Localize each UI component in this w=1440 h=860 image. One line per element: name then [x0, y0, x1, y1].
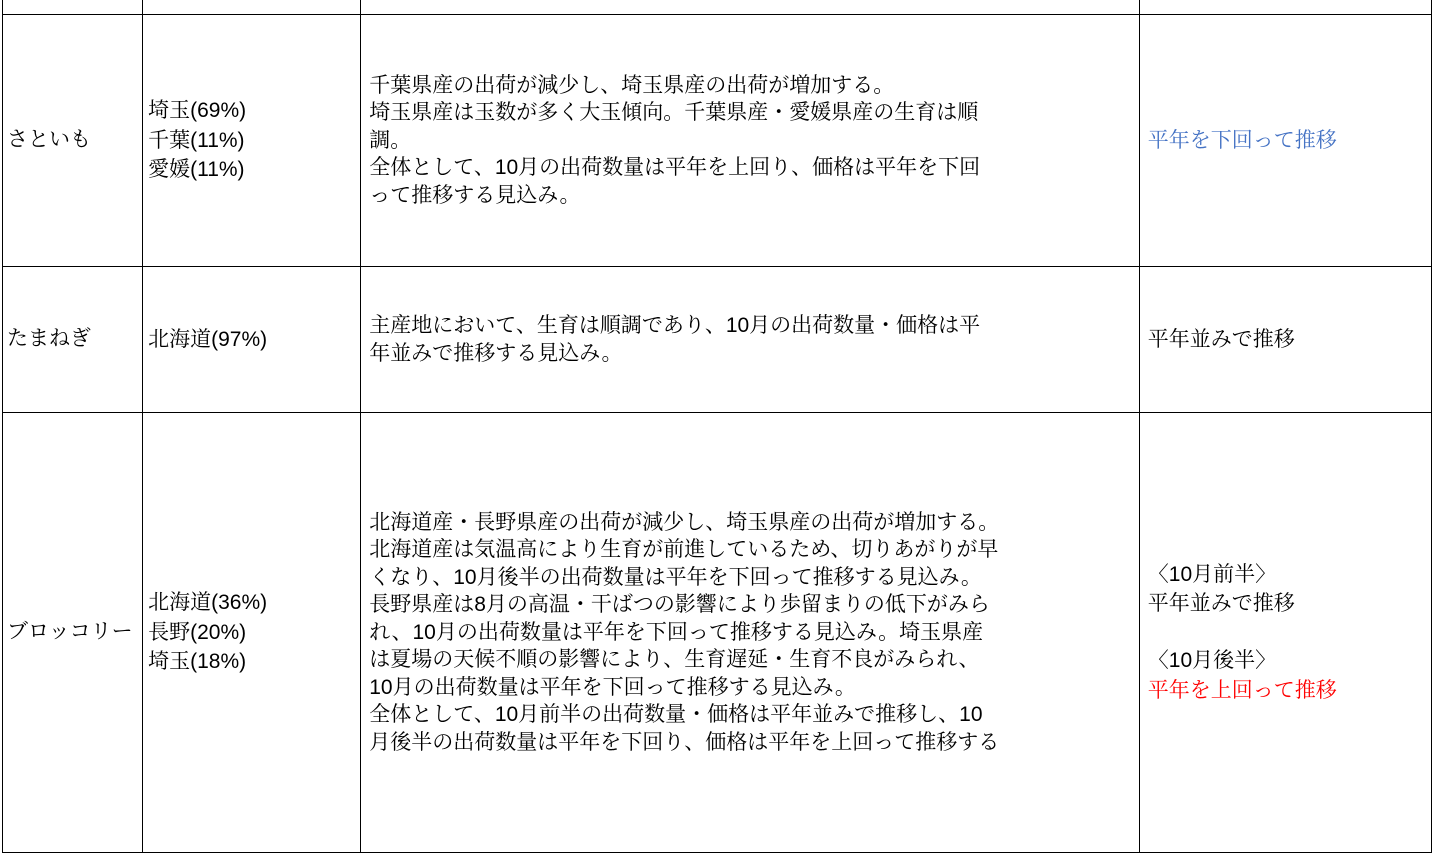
description-line: 北海道産・長野県産の出荷が減少し、埼玉県産の出荷が増加する。 — [369, 510, 1000, 534]
cell-item-name — [3, 15, 143, 267]
cell-production-areas — [143, 413, 361, 853]
price-outlook-text: 平年を上回って推移 — [1147, 678, 1337, 702]
description-line: って推移する見込み。 — [369, 183, 581, 207]
area-line: 北海道(36%) — [148, 590, 268, 614]
description-line: くなり、10月後半の出荷数量は平年を下回って推移する見込み。 — [369, 565, 982, 589]
outlook-table — [2, 0, 1432, 853]
price-outlook-text: 平年並みで推移 — [1147, 592, 1295, 616]
cell-partial-area — [143, 0, 361, 15]
cell-description — [361, 267, 1140, 413]
cell-price-outlook — [1139, 413, 1431, 853]
spacer-line — [1148, 619, 1425, 646]
cell-production-areas — [143, 267, 361, 413]
description-line: 10月の出荷数量は平年を下回って推移する見込み。 — [369, 675, 856, 699]
cell-price-outlook — [1139, 15, 1431, 267]
table-row — [3, 267, 1432, 413]
cell-partial-name — [3, 0, 143, 15]
description-line: れ、10月の出荷数量は平年を下回って推移する見込み。埼玉県産 — [369, 620, 984, 644]
description-line: 長野県産は8月の高温・干ばつの影響により歩留まりの低下がみら — [369, 593, 990, 617]
price-outlook-period-label: 〈10月後半〉 — [1147, 649, 1277, 673]
area-line: 愛媛(11%) — [148, 158, 245, 182]
description-line: 埼玉県産は玉数が多く大玉傾向。千葉県産・愛媛県産の生育は順 — [369, 101, 979, 125]
description-line: 全体として、10月の出荷数量は平年を上回り、価格は平年を下回 — [369, 156, 981, 180]
description-line: 年並みで推移する見込み。 — [369, 341, 623, 365]
description-line: 主産地において、生育は順調であり、10月の出荷数量・価格は平 — [369, 314, 981, 337]
cell-partial-desc — [361, 0, 1140, 15]
description-line: 北海道産は気温高により生育が前進しているため、切りあがりが早 — [369, 538, 999, 562]
cell-partial-trend — [1139, 0, 1431, 15]
cell-price-outlook — [1139, 267, 1431, 413]
price-outlook-text: 平年を下回って推移 — [1147, 128, 1337, 152]
area-line: 埼玉(69%) — [148, 98, 247, 122]
description-line: 千葉県産の出荷が減少し、埼玉県産の出荷が増加する。 — [369, 73, 895, 97]
item-name-text: たまねぎ — [7, 327, 91, 351]
item-name-text: さといも — [7, 128, 91, 152]
description-line: 調。 — [369, 128, 412, 152]
description-line: 月後半の出荷数量は平年を下回り、価格は平年を上回って推移する — [369, 730, 1000, 754]
area-line: 長野(20%) — [148, 620, 247, 644]
price-outlook-text: 平年並みで推移 — [1147, 327, 1295, 351]
area-line: 北海道(97%) — [148, 327, 268, 351]
cell-production-areas — [143, 15, 361, 267]
area-line: 千葉(11%) — [148, 128, 245, 152]
table-row — [3, 413, 1432, 853]
area-line: 埼玉(18%) — [148, 650, 247, 674]
cell-item-name — [3, 413, 143, 853]
description-line: は夏場の天候不順の影響により、生育遅延・生育不良がみられ、 — [369, 648, 980, 672]
table-row-partial-top — [3, 0, 1432, 15]
item-name-text: ブロッコリー — [7, 620, 133, 644]
table-row — [3, 15, 1432, 267]
price-outlook-period-label: 〈10月前半〉 — [1147, 563, 1277, 587]
description-line: 全体として、10月前半の出荷数量・価格は平年並みで推移し、10 — [369, 703, 983, 727]
cell-description — [361, 413, 1140, 853]
cell-description — [361, 15, 1140, 267]
cell-item-name — [3, 267, 143, 413]
